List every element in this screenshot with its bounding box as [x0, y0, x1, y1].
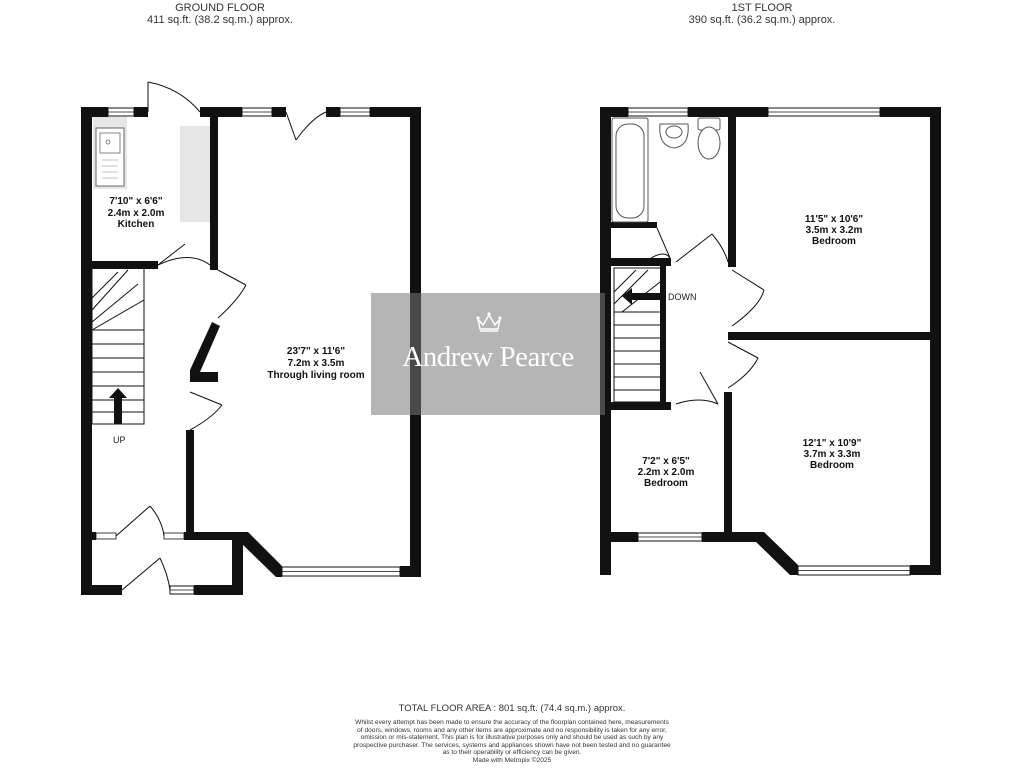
door-swings-ground	[116, 82, 326, 590]
kitchen-metric: 2.4m x 2.0m	[107, 208, 165, 219]
crown-logo-icon	[476, 311, 502, 333]
first-floor-plan	[600, 107, 941, 575]
disclaimer-line-3: omission or mis-statement. This plan is for illustrative purposes only and should be used as such by any	[360, 734, 664, 742]
watermark-tagline: · · ·	[474, 383, 502, 389]
ground-floor-plan	[81, 82, 421, 595]
kitchen-imperial: 7'10" x 6'6"	[109, 196, 163, 207]
stairs-up-label: UP	[113, 435, 126, 445]
stairs-down-label: DOWN	[668, 292, 697, 302]
first-floor-area: 390 sq.ft. (36.2 sq.m.) approx.	[688, 14, 836, 26]
disclaimer-line-1: Whilst every attempt has been made to ensure the accuracy of the floorplan contained here, measurements	[355, 719, 669, 726]
basin-icon	[660, 124, 688, 148]
disclaimer-line-5: as to their operability or efficiency can be given.	[442, 749, 582, 757]
bed1-name: Bedroom	[812, 236, 856, 247]
total-floor-area: TOTAL FLOOR AREA : 801 sq.ft. (74.4 sq.m.) approx.	[398, 703, 626, 714]
living-metric: 7.2m x 3.5m	[287, 358, 345, 369]
door-swings-first	[651, 228, 764, 404]
bed2-name: Bedroom	[810, 460, 854, 471]
agent-watermark	[371, 293, 605, 415]
ground-floor-area: 411 sq.ft. (38.2 sq.m.) approx.	[147, 14, 293, 26]
ground-floor-title: GROUND FLOOR	[175, 2, 265, 14]
footer	[310, 703, 714, 765]
bed1-imperial: 11'5" x 10'6"	[804, 214, 864, 225]
watermark-brand: Andrew Pearce	[402, 341, 574, 373]
living-imperial: 23'7" x 11'6"	[286, 346, 346, 357]
staircase-first	[614, 268, 662, 402]
disclaimer-line-2: of doors, windows, rooms and any other items are approximate and no responsibility is taken for any error,	[357, 726, 667, 734]
disclaimer-line-4: prospective purchaser. The services, systems and appliances shown have not been tested and no guarantee	[353, 741, 671, 749]
kitchen-units	[180, 126, 210, 222]
living-name: Through living room	[267, 370, 365, 381]
bed3-metric: 2.2m x 2.0m	[637, 467, 695, 478]
kitchen-name: Kitchen	[117, 219, 155, 230]
bed1-metric: 3.5m x 3.2m	[805, 225, 863, 236]
stairs-up-arrow-icon	[109, 388, 127, 424]
bed3-name: Bedroom	[644, 478, 688, 489]
bed2-imperial: 12'1" x 10'9"	[802, 438, 862, 449]
bed2-metric: 3.7m x 3.3m	[803, 449, 861, 460]
bed3-imperial: 7'2" x 6'5"	[642, 456, 690, 467]
bathroom-fixtures	[612, 118, 720, 222]
first-floor-title: 1ST FLOOR	[731, 2, 793, 14]
made-with-credit: Made with Metropix ©2025	[472, 756, 552, 764]
